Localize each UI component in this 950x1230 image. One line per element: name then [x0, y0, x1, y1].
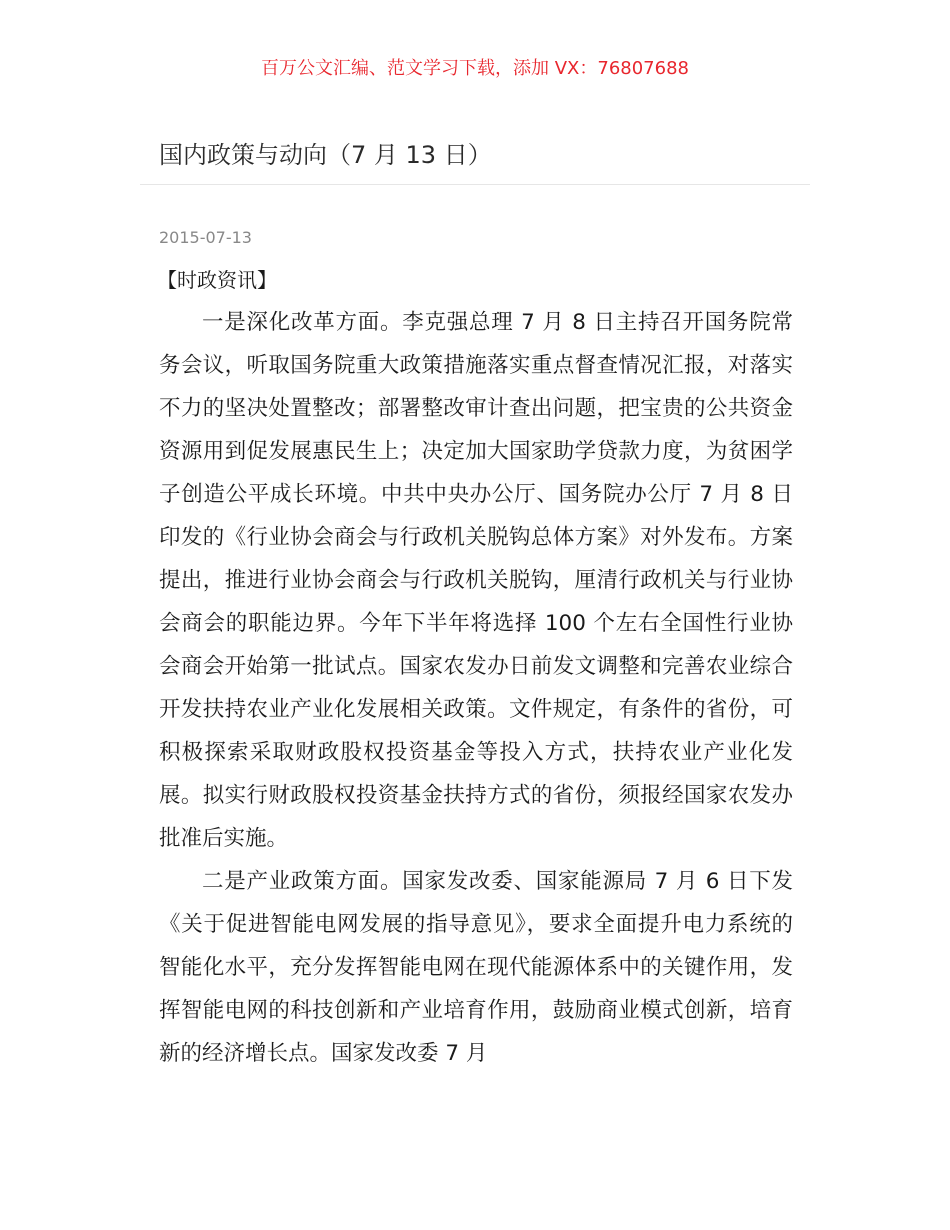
promo-banner: 百万公文汇编、范文学习下载，添加 VX：76807688 — [261, 58, 689, 79]
paragraph: 一是深化改革方面。李克强总理 7 月 8 日主持召开国务院常务会议，听取国务院重大政策措施落实重点督查情况汇报，对落实不力的坚决处置整改；部署整改审计查出问题，把宝贵的公共资金资源用到促发展惠民生上；决定加大国家助学贷款力度，为贫困学子创造公平成长环境。中共中央办公厅、国务院办公厅 7 月 8 日印发的《行业协会商会与行政机关脱钩总体方案》对外发布。方案提出，推进行业协会商会与行政机关脱钩，厘清行政机关与行业协会商会的职能边界。今年下半年将选择 100 个左右全国性行业协会商会开始第一批试点。国家农发办日前发文调整和完善农业综合开发扶持农业产业化发展相关政策。文件规定，有条件的省份，可积极探索采取财政股权投资基金等投入方式，扶持农业产业化发展。拟实行财政股权投资基金扶持方式的省份，须报经国家农发办批准后实施。 — [159, 310, 793, 851]
paragraph: 二是产业政策方面。国家发改委、国家能源局 7 月 6 日下发《关于促进智能电网发展的指导意见》，要求全面提升电力系统的智能化水平，充分发挥智能电网在现代能源体系中的关键作用，发挥智能电网的科技创新和产业培育作用，鼓励商业模式创新，培育新的经济增长点。国家发改委 7 月 — [159, 869, 793, 1066]
publish-date: 2015-07-13 — [159, 228, 252, 247]
page-title: 国内政策与动向（7 月 13 日） — [159, 141, 492, 169]
section-tag: 【时政资讯】 — [157, 268, 277, 292]
article-body — [159, 301, 793, 1075]
title-divider — [140, 184, 810, 185]
